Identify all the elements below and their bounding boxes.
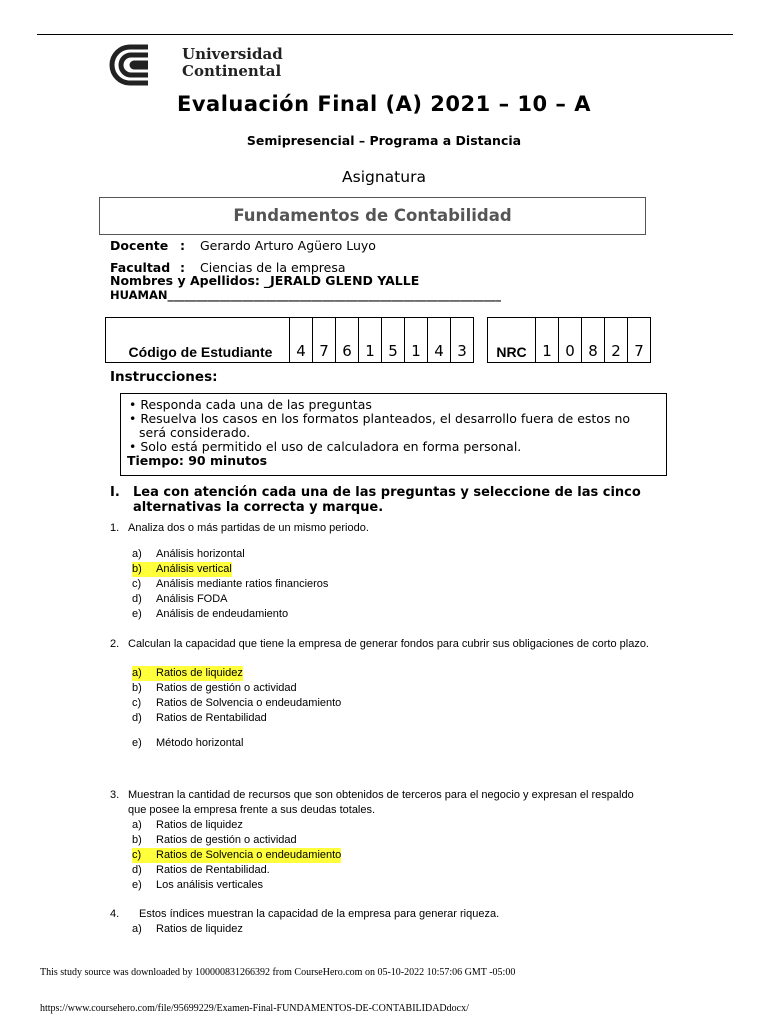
question-4 [110, 907, 655, 922]
nrc-digit: 7 [628, 318, 651, 363]
option-text: Ratios de Rentabilidad. [156, 864, 270, 876]
option-text: Método horizontal [156, 737, 244, 749]
top-rule [37, 34, 733, 35]
option-letter: a) [132, 667, 142, 679]
option-letter: a) [132, 548, 142, 560]
instruction-bullet: • Solo está permitido el uso de calculadora en forma personal. [129, 439, 522, 454]
option-text: Ratios de Rentabilidad [156, 712, 267, 724]
option-3b[interactable] [132, 833, 297, 848]
option-text: Ratios de Solvencia o endeudamiento [156, 849, 342, 861]
option-text: Ratios de gestión o actividad [156, 834, 297, 846]
option-text: Análisis mediante ratios financieros [156, 578, 329, 590]
option-letter: c) [132, 578, 142, 590]
option-letter: c) [132, 697, 142, 709]
course-name-box: Fundamentos de Contabilidad [99, 197, 646, 235]
codigo-digit: 6 [336, 318, 359, 363]
option-text: Análisis FODA [156, 593, 228, 605]
option-text: Ratios de liquidez [156, 923, 243, 935]
instrucciones-box [120, 393, 667, 476]
facultad-value: Ciencias de la empresa [200, 260, 346, 275]
option-letter: a) [132, 923, 142, 935]
option-letter: d) [132, 712, 142, 724]
option-letter: d) [132, 864, 142, 876]
exam-subtitle: Semipresencial – Programa a Distancia [246, 133, 522, 148]
download-notice: This study source was downloaded by 100000831266392 from CourseHero.com on 05-10-2022 10:57:06 GMT -05:00 [40, 967, 516, 978]
codigo-digit: 5 [382, 318, 405, 363]
option-text: Análisis de endeudamiento [156, 608, 289, 620]
option-text: Ratios de liquidez [156, 667, 243, 679]
option-2b[interactable] [132, 681, 297, 696]
option-1c[interactable] [132, 577, 328, 592]
question-text: Calculan la capacidad que tiene la empresa de generar fondos para cubrir sus obligaciones de corto plazo. [128, 638, 649, 650]
facultad-sep: : [180, 260, 185, 275]
option-text: Los análisis verticales [156, 879, 263, 891]
nrc-digit: 2 [605, 318, 628, 363]
tiempo-text: Tiempo: 90 minutos [127, 453, 268, 468]
option-letter: b) [132, 563, 142, 575]
option-text: Análisis horizontal [156, 548, 245, 560]
option-2e[interactable] [132, 736, 243, 751]
nombres-value: _JERALD GLEND YALLE [263, 273, 420, 288]
option-letter: e) [132, 608, 142, 620]
question-number: 3. [110, 789, 120, 801]
option-4a[interactable] [132, 922, 243, 937]
option-3e[interactable] [132, 878, 263, 893]
university-line1: Universidad [182, 45, 283, 63]
nrc-digit: 1 [536, 318, 559, 363]
codigo-digit: 4 [428, 318, 451, 363]
question-1 [110, 521, 670, 536]
nombres-label: Nombres y Apellidos: [110, 273, 260, 288]
option-2c[interactable] [132, 696, 341, 711]
option-letter: a) [132, 819, 142, 831]
question-text: Estos índices muestran la capacidad de la empresa para generar riqueza. [139, 908, 500, 920]
option-text: Análisis vertical [156, 563, 232, 575]
docente-row [110, 238, 376, 253]
docente-sep: : [180, 238, 185, 253]
codigo-label: Código de Estudiante [106, 318, 290, 363]
question-number: 4. [110, 908, 120, 920]
facultad-label: Facultad [110, 260, 171, 275]
section-text: Lea con atención cada una de las preguntas y seleccione de las cinco alternativas la correcta y marque. [133, 485, 641, 515]
option-1b-selected[interactable] [132, 562, 232, 577]
question-3 [110, 788, 655, 818]
nombres-row [110, 274, 501, 302]
option-letter: e) [132, 879, 142, 891]
option-3a[interactable] [132, 818, 243, 833]
option-3d[interactable] [132, 863, 270, 878]
option-1d[interactable] [132, 592, 228, 607]
option-text: Ratios de liquidez [156, 819, 243, 831]
option-text: Ratios de gestión o actividad [156, 682, 297, 694]
section-heading [110, 485, 665, 515]
codigo-digit: 7 [313, 318, 336, 363]
option-2d[interactable] [132, 711, 267, 726]
instruction-bullet: • Resuelva los casos en los formatos planteados, el desarrollo fuera de estos no será considerado. [129, 411, 631, 440]
question-number: 1. [110, 522, 120, 534]
option-2a-selected[interactable] [132, 666, 243, 681]
university-line2: Continental [182, 62, 282, 80]
codigo-estudiante-table [105, 317, 474, 363]
option-1e[interactable] [132, 607, 288, 622]
university-name [182, 46, 283, 80]
option-letter: b) [132, 834, 142, 846]
asignatura-label: Asignatura [342, 168, 426, 186]
nrc-digit: 0 [559, 318, 582, 363]
codigo-digit: 3 [451, 318, 474, 363]
option-1a[interactable] [132, 547, 245, 562]
exam-title: Evaluación Final (A) 2021 – 10 – A [177, 92, 591, 116]
source-url[interactable]: https://www.coursehero.com/file/95699229/Examen-Final-FUNDAMENTOS-DE-CONTABILIDADdocx/ [40, 1003, 469, 1014]
instrucciones-heading: Instrucciones: [110, 369, 218, 385]
nrc-digit: 8 [582, 318, 605, 363]
question-text: Muestran la cantidad de recursos que son obtenidos de terceros para el negocio y expresan el respaldo que posee la empresa frente a sus deudas totales. [128, 789, 634, 816]
option-letter: b) [132, 682, 142, 694]
section-number: I. [110, 485, 120, 500]
codigo-digit: 1 [405, 318, 428, 363]
docente-label: Docente [110, 238, 169, 253]
instruction-bullet: • Responda cada una de las preguntas [129, 397, 372, 412]
docente-value: Gerardo Arturo Agüero Luyo [200, 238, 376, 253]
question-number: 2. [110, 638, 120, 650]
option-3c-selected[interactable] [132, 848, 341, 863]
option-letter: c) [132, 849, 142, 861]
nrc-label: NRC [488, 318, 536, 363]
codigo-digit: 4 [290, 318, 313, 363]
codigo-digit: 1 [359, 318, 382, 363]
question-2 [110, 637, 655, 652]
nombres-value-line2: HUAMAN__________________________________________________________ [110, 288, 501, 302]
question-text: Analiza dos o más partidas de un mismo periodo. [128, 522, 369, 534]
option-text: Ratios de Solvencia o endeudamiento [156, 697, 342, 709]
nrc-table [487, 317, 651, 363]
option-letter: d) [132, 593, 142, 605]
option-letter: e) [132, 737, 142, 749]
universidad-continental-logo [108, 44, 172, 86]
